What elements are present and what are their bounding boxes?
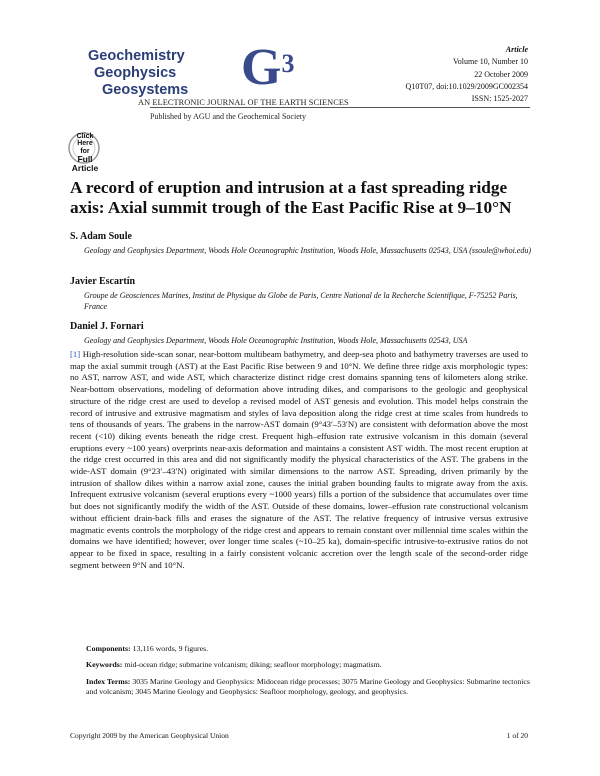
- author-affiliation: Groupe de Geosciences Marines, Institut de Physique du Globe de Paris, Centre National de la Recherche Scientifique, F-75252 Paris, France: [84, 291, 518, 311]
- doi: Q10T07, doi:10.1029/2009GC002354: [405, 81, 528, 91]
- badge-line-2: Here: [77, 140, 93, 148]
- header-rule: [150, 107, 530, 108]
- full-article-link-button[interactable]: [66, 130, 102, 173]
- page-number: 1 of 20: [506, 731, 528, 740]
- components-line: [86, 644, 536, 654]
- badge-line-5: Article: [71, 162, 99, 173]
- article-meta: [328, 44, 528, 105]
- article-type: Article: [505, 45, 528, 54]
- author-name: Javier Escartín: [70, 276, 136, 287]
- badge-text: [70, 133, 100, 172]
- badge-line-1: Click: [76, 133, 94, 140]
- badge-line-3: for: [80, 147, 90, 155]
- paragraph-marker: [1]: [70, 349, 81, 359]
- issn: ISSN: 1525-2027: [471, 94, 528, 104]
- logo-mark-sup: 3: [281, 49, 295, 78]
- g3-logo-mark: [241, 39, 295, 96]
- abstract-text: High-resolution side-scan sonar, near-bottom multibeam bathymetry, and deep-sea photo and bathymetry traverses are used to map the axial summit trough (AST) at the East Pacific Rise between 9 and 10°N. We define three ridge axis morphologic types: no AST, narrow AST, and wide AST, which characterize distinct ridge crest domains spanning tens of kilometers along strike. Near-bottom observations, modeling of deformation above intruding dikes, and comparisons to the geologic and geophysical structure of the ridge crest are used to develop a revised model of AST genesis and evolution. This model helps constrain the record of intrusive and extrusive magmatism and styles of lava deposition along the ridge crest at time scales from hundreds to tens of thousands of years. The grabens in the narrow-AST domain (9°43′–53′N) are consistent with deformation above the most recent (<10) diking events beneath the ridge crest. Frequent high–effusion rate extrusive volcanism in this domain (several eruptions every ~100 years) overprints near-axis deformation and maintains a consistent AST width. The most recent eruption at the ridge crest occurred in this area and did not significantly modify the physical characteristics of the AST. The grabens in the wide-AST domain (9°23′–43′N) originated with similar dimensions to the narrow AST. Spreading, driven primarily by the intrusion of shallow dikes within a narrow axial zone, causes the initial graben bounding faults to migrate away from the axis. Infrequent extrusive volcanism (several eruptions every ~1000 years) fills a portion of the subsidence that accumulates over time but does not significantly modify the width of the AST. Outside of these domains, lower–effusion rate constructional volcanism without efficient drain-back fills and erases the signature of the AST. The relative frequency of intrusive versus extrusive magmatic events controls the morphology of the ridge crest and appears to remain constant over millennial time scales within the domains we have identified; however, over longer time scales (~10–25 ka), domain-specific intrusive-to-extrusive ratios do not appear to be fixed in space, resulting in a fairly consistent volcanic accretion over the length scale of the second-order ridge segment between 9°N and 10°N.: [70, 349, 529, 570]
- volume-number: Volume 10, Number 10: [453, 57, 528, 67]
- logo-line-1: Geochemistry: [88, 48, 185, 64]
- badge-line-4: Full: [77, 154, 93, 165]
- index-terms-line: [86, 677, 536, 697]
- paper-title: A record of eruption and intrusion at a fast spreading ridge axis: Axial summit trough of the East Pacific Rise at 9–10°N: [70, 178, 512, 217]
- author-name: Daniel J. Fornari: [70, 321, 144, 332]
- logo-mark-letter: G: [241, 39, 282, 96]
- components-value: 13,116 words, 9 figures.: [132, 644, 209, 653]
- author-affiliation: Geology and Geophysics Department, Woods Hole Oceanographic Institution, Woods Hole, Massachusetts 02543, USA (ssoule@whoi.edu): [84, 246, 532, 255]
- journal-logo-text: [88, 48, 238, 99]
- components-label: Components:: [86, 644, 131, 653]
- index-terms-value: 3035 Marine Geology and Geophysics: Midocean ridge processes; 3075 Marine Geology and Geophysics: Submarine tectonics and volcanism; 3045 Marine Geology and Geophysics: Seafloor morphology, geology, and geophysics.: [86, 677, 530, 696]
- index-terms-label: Index Terms:: [86, 677, 131, 686]
- author-affiliation: Geology and Geophysics Department, Woods Hole Oceanographic Institution, Woods Hole, Massachusetts 02543, USA: [84, 336, 468, 345]
- publisher-line: Published by AGU and the Geochemical Society: [150, 112, 306, 121]
- abstract: [70, 349, 528, 571]
- copyright-notice: Copyright 2009 by the American Geophysical Union: [70, 731, 229, 740]
- electronic-journal-tagline: AN ELECTRONIC JOURNAL OF THE EARTH SCIENCES: [138, 98, 349, 107]
- author-name: S. Adam Soule: [70, 231, 132, 242]
- keywords-value: mid-ocean ridge; submarine volcanism; diking; seafloor morphology; magmatism.: [124, 660, 382, 669]
- logo-line-2: Geophysics: [94, 65, 177, 81]
- keywords-label: Keywords:: [86, 660, 123, 669]
- publication-date: 22 October 2009: [474, 69, 528, 79]
- logo-line-3: Geosystems: [102, 82, 189, 98]
- keywords-line: [86, 660, 536, 670]
